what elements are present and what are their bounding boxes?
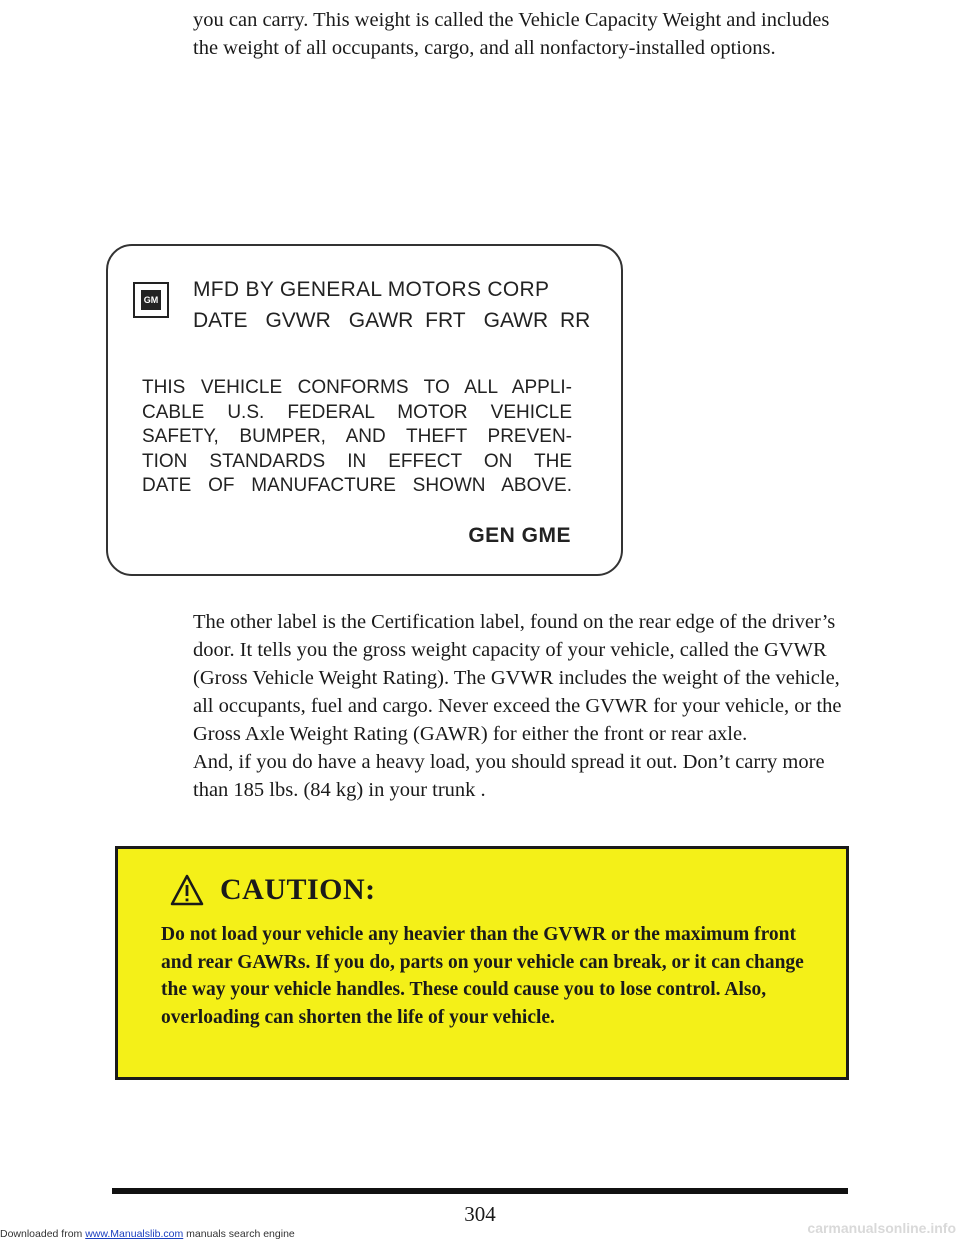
certification-label-figure — [106, 244, 623, 576]
page-number: 304 — [464, 1202, 496, 1226]
label-conformity-statement: THIS VEHICLE CONFORMS TO ALL APPLI- CABLE U.S. FEDERAL MOTOR VEHICLE SAFETY, BUMPER, AND THEFT PREVEN- TION STANDARDS IN EFFECT ON THE DATE OF MANUFACTURE SHOWN ABOVE. — [142, 377, 572, 496]
paragraph-spread-load: And, if you do have a heavy load, you should spread it out. Don’t carry more than 185 lbs. (84 kg) in your trunk . — [193, 751, 825, 801]
label-date: DATE — [193, 309, 248, 332]
caution-body: Do not load your vehicle any heavier than the GVWR or the maximum front and rear GAWRs. If you do, parts on your vehicle can break, or it can change the way your vehicle handles. These could cause you to lose control. Also, overloading can shorten the life of your vehicle. — [161, 924, 804, 1028]
caution-box — [115, 846, 849, 1080]
paragraph-certification-label: The other label is the Certification label, found on the rear edge of the driver’s door. It tells you the gross weight capacity of your vehicle, called the GVWR (Gross Vehicle Weight Rating). The GVWR includes the weight of the vehicle, all occupants, fuel and cargo. Never exceed the GVWR for your vehicle, or the Gross Axle Weight Rating (GAWR) for either the front or rear axle. — [193, 611, 842, 745]
manualslib-link[interactable]: www.Manualslib.com — [85, 1228, 184, 1240]
paragraph-vehicle-capacity: you can carry. This weight is called the Vehicle Capacity Weight and includes the weight of all occupants, cargo, and all nonfactory-installed options. — [193, 9, 830, 59]
caution-title: CAUTION: — [220, 873, 376, 906]
watermark: carmanualsonline.info — [807, 1220, 956, 1236]
label-ratings-line — [193, 309, 590, 333]
label-gvwr: GVWR — [265, 309, 331, 332]
label-gawr-rr: GAWR RR — [483, 309, 591, 332]
caution-header — [170, 873, 376, 907]
label-code: GEN GME — [468, 524, 571, 547]
page-divider — [112, 1188, 848, 1194]
warning-triangle-icon — [170, 874, 204, 906]
download-footer: Downloaded from www.Manualslib.com manuals search engine — [0, 1228, 295, 1240]
label-gawr-frt: GAWR FRT — [348, 309, 466, 332]
label-manufacturer-line: MFD BY GENERAL MOTORS CORP — [193, 278, 550, 301]
gm-logo-icon: GM — [133, 282, 169, 318]
